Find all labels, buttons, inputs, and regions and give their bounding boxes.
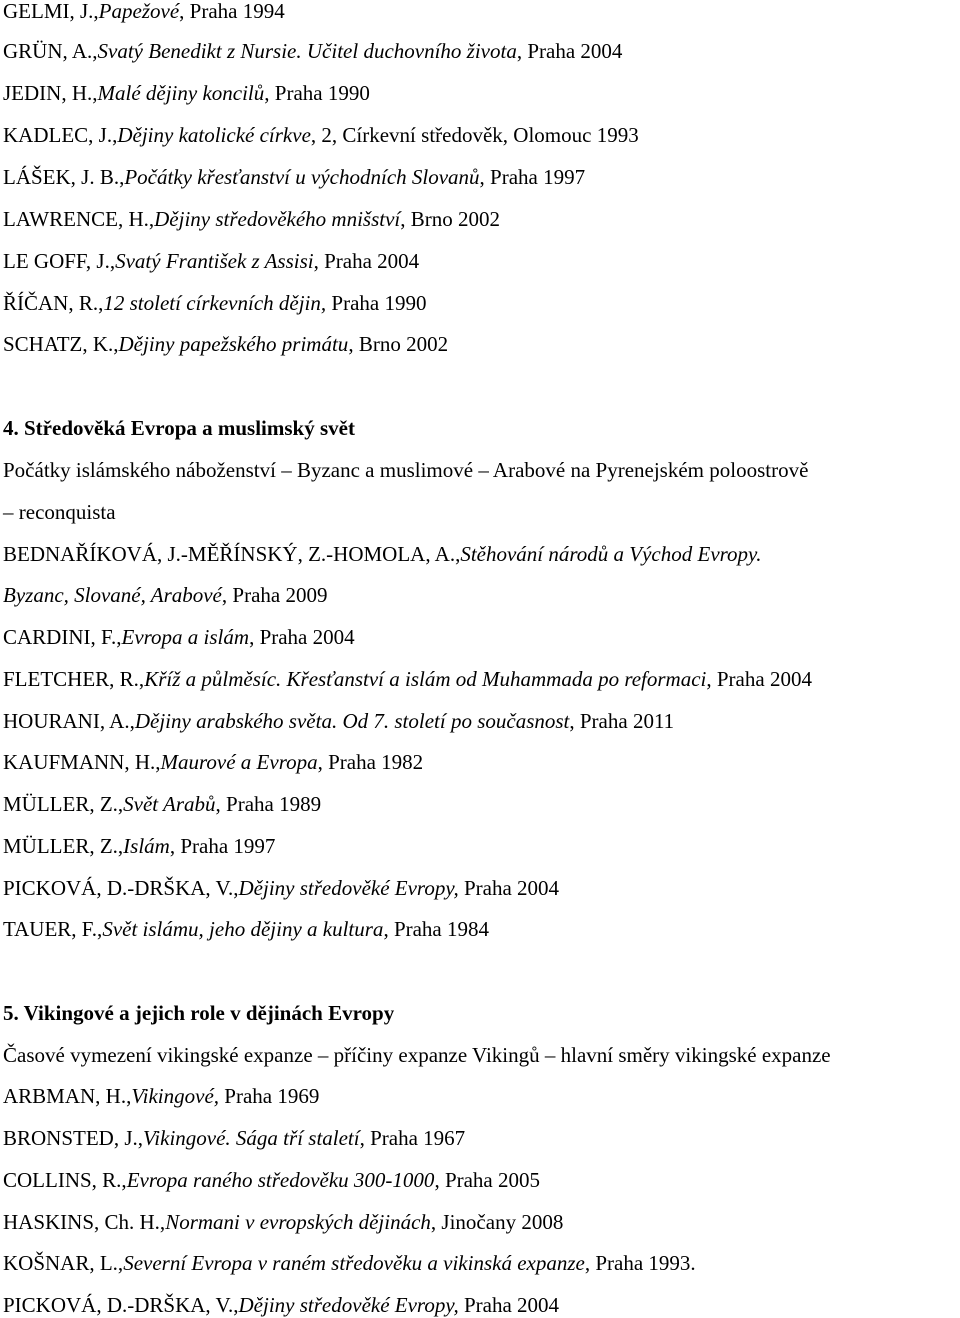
work-title: Vikingové, <box>131 1084 220 1108</box>
line-text: LÁŠEK, J. B., <box>3 165 125 189</box>
bibliography-line <box>3 624 355 650</box>
line-text: ARBMAN, H., <box>3 1084 132 1108</box>
bibliography-line <box>3 331 448 357</box>
work-title: Dějiny středověké Evropy, <box>238 876 459 900</box>
line-text: PICKOVÁ, D.-DRŠKA, V., <box>3 1293 239 1317</box>
line-text: , Praha 2005 <box>434 1168 541 1192</box>
bibliography-line <box>3 80 370 106</box>
line-text: , 2, Církevní středověk, Olomouc 1993 <box>310 123 639 147</box>
bibliography-line <box>3 1209 563 1235</box>
line-text: , Praha 2009 <box>221 583 328 607</box>
work-title: Stěhování národů a Východ Evropy. <box>460 542 762 566</box>
line-text: , Praha 1989 <box>215 792 322 816</box>
bibliography-line <box>3 916 489 942</box>
line-text: – reconquista <box>3 500 116 524</box>
work-title: Papežové <box>98 0 180 23</box>
bibliography-line <box>3 248 419 274</box>
heading-text: 4. Středověká Evropa a muslimský svět <box>3 416 355 440</box>
bibliography-line <box>3 38 622 64</box>
line-text: PICKOVÁ, D.-DRŠKA, V., <box>3 876 239 900</box>
line-text: MÜLLER, Z., <box>3 792 124 816</box>
line-text: KAUFMANN, H., <box>3 750 161 774</box>
line-text: Počátky islámského náboženství – Byzanc a muslimové – Arabové na Pyrenejském poloostrově <box>3 458 809 482</box>
bibliography-line <box>3 1083 319 1109</box>
heading-text: 5. Vikingové a jejich role v dějinách Evropy <box>3 1001 395 1025</box>
work-title: Dějiny katolické církve <box>117 123 311 147</box>
bibliography-line <box>3 875 559 901</box>
line-text: JEDIN, H., <box>3 81 98 105</box>
work-title: Evropa raného středověku 300-1000 <box>126 1168 435 1192</box>
bibliography-line <box>3 708 674 734</box>
bibliography-line <box>3 1125 465 1151</box>
line-text: KOŠNAR, L., <box>3 1251 124 1275</box>
line-text: FLETCHER, R., <box>3 667 145 691</box>
bibliography-line <box>3 582 327 608</box>
line-text: BEDNAŘÍKOVÁ, J.-MĚŘÍNSKÝ, Z.-HOMOLA, A., <box>3 542 461 566</box>
line-text: , Praha 2004 <box>706 667 812 691</box>
line-text: , Praha 1997 <box>479 165 586 189</box>
line-text: GELMI, J., <box>3 0 99 23</box>
line-text: HASKINS, Ch. H., <box>3 1210 166 1234</box>
line-text: Praha 2004 <box>458 1293 560 1317</box>
line-text: KADLEC, J., <box>3 123 118 147</box>
line-text: MÜLLER, Z., <box>3 834 124 858</box>
bibliography-line <box>3 1042 831 1068</box>
line-text: TAUER, F., <box>3 917 103 941</box>
work-title: Byzanc, Slované, Arabové <box>3 583 222 607</box>
work-title: Svatý Benedikt z Nursie. Učitel duchovního života <box>97 39 517 63</box>
line-text: SCHATZ, K., <box>3 332 119 356</box>
work-title: Evropa a islám <box>121 625 250 649</box>
bibliography-line <box>3 791 321 817</box>
section-heading <box>3 1000 394 1026</box>
line-text: , Brno 2002 <box>400 207 500 231</box>
bibliography-line <box>3 833 275 859</box>
line-text: , Praha 1984 <box>383 917 490 941</box>
work-title: Dějiny středověké Evropy, <box>238 1293 459 1317</box>
line-text: , Praha 2011 <box>569 709 675 733</box>
bibliography-line <box>3 206 500 232</box>
line-text: ŘÍČAN, R., <box>3 291 104 315</box>
bibliography-line <box>3 1167 540 1193</box>
bibliography-line <box>3 499 116 525</box>
line-text: , Jinočany 2008 <box>430 1210 564 1234</box>
work-title: Severní Evropa v raném středověku a vikinská expanze <box>123 1251 585 1275</box>
bibliography-line <box>3 164 585 190</box>
line-text: Časové vymezení vikingské expanze – příčiny expanze Vikingů – hlavní směry vikingské expanze <box>3 1043 831 1067</box>
work-title: Maurové a Evropa <box>160 750 318 774</box>
work-title: Počátky křesťanství u východních Slovanů <box>124 165 480 189</box>
line-text: CARDINI, F., <box>3 625 122 649</box>
work-title: Normani v evropských dějinách <box>165 1210 431 1234</box>
line-text: , Praha 1997 <box>169 834 276 858</box>
work-title: Dějiny arabského světa. Od 7. století po současnost <box>134 709 570 733</box>
line-text: , Praha 2004 <box>313 249 420 273</box>
work-title: Svět Arabů <box>123 792 216 816</box>
bibliography-line <box>3 666 812 692</box>
work-title: Malé dějiny koncilů <box>97 81 265 105</box>
line-text: , Praha 2004 <box>249 625 355 649</box>
work-title: Dějiny středověkého mnišství <box>154 207 401 231</box>
work-title: Vikingové. Sága tří staletí <box>143 1126 360 1150</box>
bibliography-line <box>3 122 639 148</box>
work-title: Dějiny papežského primátu <box>118 332 349 356</box>
line-text: , Praha 1990 <box>264 81 370 105</box>
line-text: , Praha 1982 <box>317 750 424 774</box>
work-title: 12 století církevních dějin, <box>103 291 327 315</box>
line-text: Praha 1990 <box>326 291 427 315</box>
line-text: BRONSTED, J., <box>3 1126 144 1150</box>
bibliography-line <box>3 749 423 775</box>
line-text: , Brno 2002 <box>348 332 449 356</box>
line-text: , Praha 2004 <box>516 39 623 63</box>
line-text: LE GOFF, J., <box>3 249 116 273</box>
bibliography-line <box>3 1250 696 1276</box>
bibliography-line <box>3 1292 559 1318</box>
line-text: LAWRENCE, H., <box>3 207 155 231</box>
line-text: , Praha 1967 <box>359 1126 466 1150</box>
work-title: Svatý František z Assisi <box>115 249 314 273</box>
line-text: , Praha 1994 <box>179 0 285 23</box>
bibliography-line <box>3 0 285 24</box>
work-title: Kříž a půlměsíc. Křesťanství a islám od Muhammada po reformaci <box>144 667 707 691</box>
line-text: , Praha 1993. <box>584 1251 696 1275</box>
section-heading <box>3 415 355 441</box>
line-text: HOURANI, A., <box>3 709 135 733</box>
line-text: GRÜN, A., <box>3 39 98 63</box>
bibliography-line <box>3 290 426 316</box>
work-title: Islám <box>123 834 170 858</box>
line-text: COLLINS, R., <box>3 1168 127 1192</box>
line-text: Praha 1969 <box>219 1084 320 1108</box>
bibliography-line <box>3 541 761 567</box>
line-text: Praha 2004 <box>458 876 560 900</box>
bibliography-line <box>3 457 808 483</box>
work-title: Svět islámu, jeho dějiny a kultura <box>102 917 384 941</box>
